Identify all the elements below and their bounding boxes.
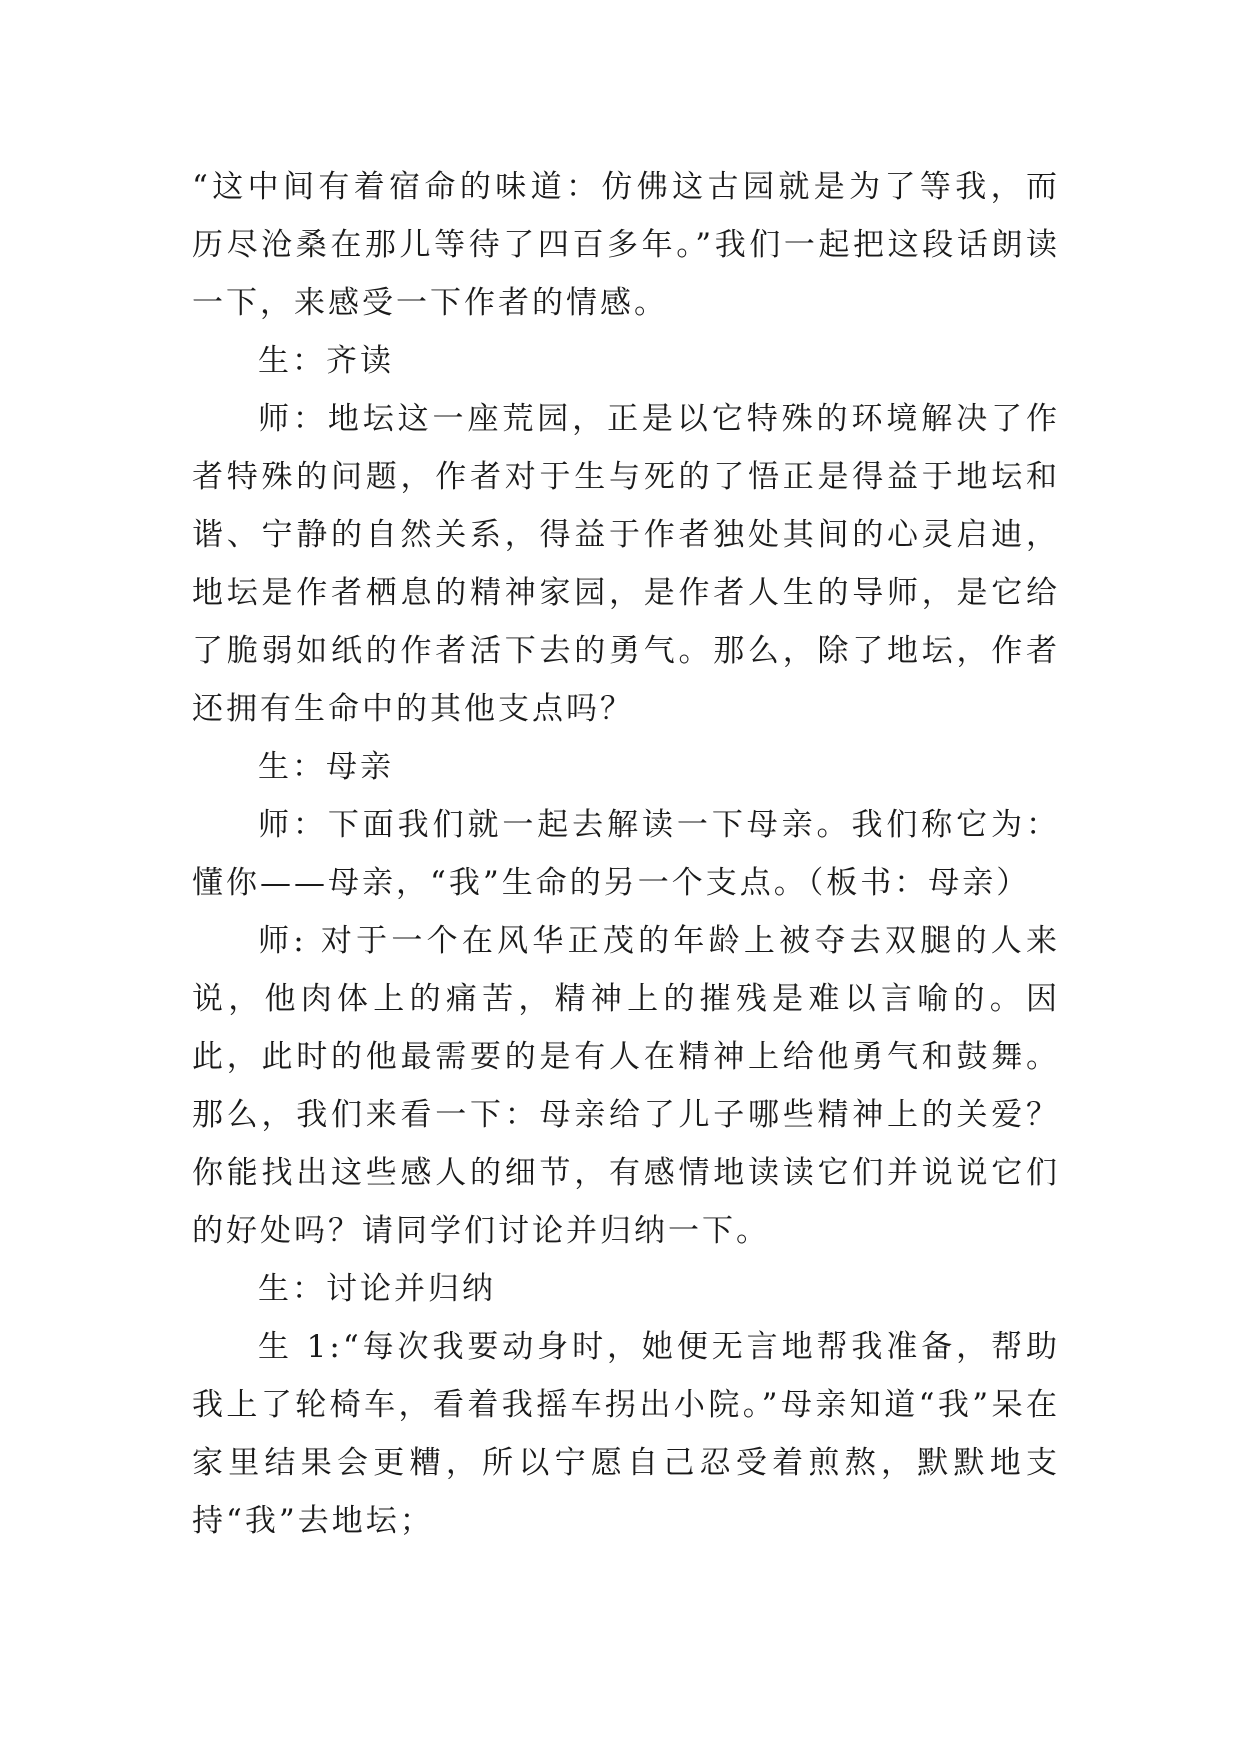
paragraph-teacher-question: 师: 对于一个在风华正茂的年龄上被夺去双腿的人来说，他肉体上的痛苦，精神上的摧残是难以言喻的。因此，此时的他最需要的是有人在精神上给他勇气和鼓舞。那么，我们来看一下：母亲给了儿子哪些精神上的关爱？你能找出这些感人的细节，有感情地读读它们并说说它们的好处吗？请同学们讨论并归纳一下。 [192,923,1060,1249]
paragraph-student-reading: 生：齐读 [258,343,394,379]
paragraph-quote-continuation: “这中间有着宿命的味道：仿佛这古园就是为了等我，而历尽沧桑在那儿等待了四百多年。”我们一起把这段话朗读一下，来感受一下作者的情感。 [192,169,1060,321]
paragraph-student-discussion: 生：讨论并归纳 [258,1271,496,1307]
document-body [192,158,1060,1550]
paragraph-student-1-answer: 生 1:“每次我要动身时，她便无言地帮我准备，帮助我上了轮椅车，看着我摇车拐出小院。”母亲知道“我”呆在家里结果会更糟，所以宁愿自己忍受着煎熬，默默地支持“我”去地坛； [192,1329,1060,1539]
paragraph-teacher-ditan: 师：地坛这一座荒园，正是以它特殊的环境解决了作者特殊的问题，作者对于生与死的了悟正是得益于地坛和谐、宁静的自然关系，得益于作者独处其间的心灵启迪，地坛是作者栖息的精神家园，是作者人生的导师，是它给了脆弱如纸的作者活下去的勇气。那么，除了地坛，作者还拥有生命中的其他支点吗？ [192,401,1060,727]
paragraph-teacher-mother-intro: 师：下面我们就一起去解读一下母亲。我们称它为：懂你——母亲，“我”生命的另一个支点。（板书：母亲） [192,807,1060,901]
paragraph-student-mother: 生：母亲 [258,749,394,785]
